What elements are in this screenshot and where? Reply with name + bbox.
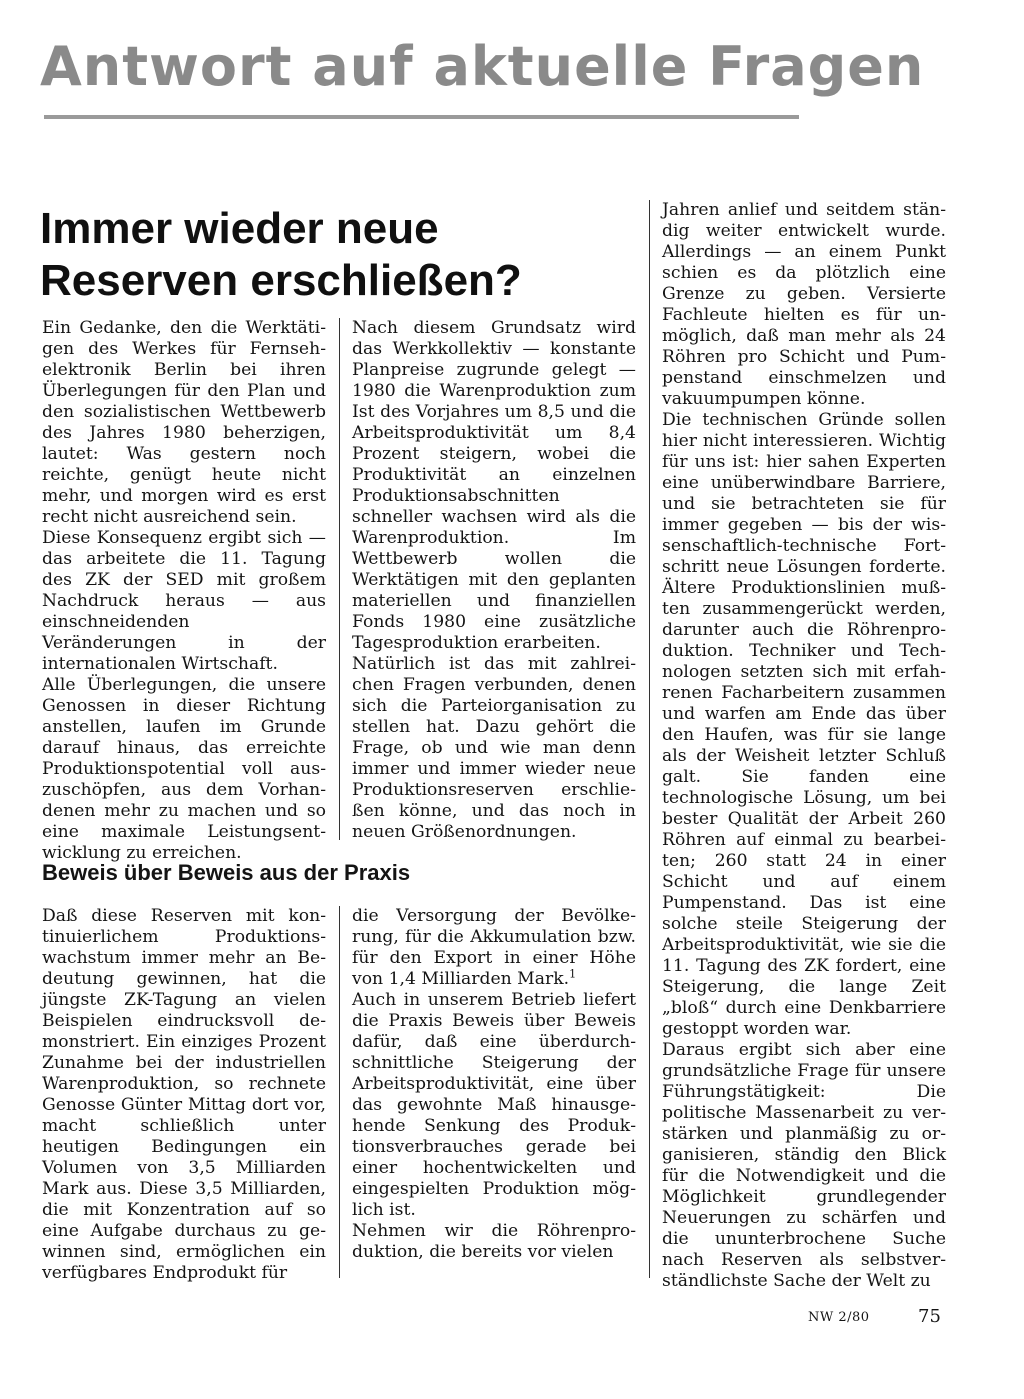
page-number: 75 xyxy=(918,1306,941,1327)
paragraph-text: die Versorgung der Bevölkerung, für die Akkumulation bzw. für den Export in einer Höhe von 1,4 Milliarden Mark. xyxy=(352,906,636,989)
paragraph: Nehmen wir die Röhrenproduktion, die bereits vor vielen xyxy=(352,1221,636,1262)
journal-issue: NW 2/80 xyxy=(808,1310,870,1325)
article-headline xyxy=(40,203,600,307)
kicker-underline xyxy=(44,115,799,119)
body-column-5 xyxy=(662,200,946,1292)
paragraph: Ein Gedanke, den die Werktätigen des Werkes für Fernsehelektronik Berlin bei ihren Überlegungen für den Plan und den sozialistischen Wettbewerb des Jahres 1980 beherzigen, lautet: Was gestern noch reichte, genügt heute nicht mehr, und morgen wird es erst recht nicht ausreichend sein. xyxy=(42,318,326,527)
headline-line-2: Reserven erschließen? xyxy=(40,256,522,305)
paragraph: Alle Überlegungen, die unsere Genossen in dieser Richtung anstellen, laufen im Grunde darauf hinaus, das erreichte Produktionspotential voll auszuschöpfen, aus dem Vorhandenen mehr zu machen und so eine maximale Leistungsentwicklung zu erreichen. xyxy=(42,675,326,863)
paragraph: Nach diesem Grundsatz wird das Werkkollektiv — konstante Planpreise zugrunde gelegt — 1980 die Warenproduktion zum Ist des Vorjahres um 8,5 und die Arbeitsproduktivität um 8,4 Prozent steigern, wobei die Produktivität an einzelnen Produktionsabschnitten schneller wachsen wird als die Warenproduktion. Im Wettbewerb wollen die Werktätigen mit den geplanten materiellen und finanziellen Fonds 1980 eine zusätzliche Tagesproduktion erarbeiten. xyxy=(352,318,636,653)
paragraph: Auch in unserem Betrieb liefert die Praxis Beweis über Beweis dafür, daß eine überdurchschnittliche Steigerung der Arbeitsproduktivität, eine über das gewohnte Maß hinausgehende Senkung des Produktionsverbrauches gerade bei einer hochentwickelten und eingespielten Produktion möglich ist. xyxy=(352,990,636,1220)
column-divider xyxy=(339,906,340,1278)
body-column-4 xyxy=(352,906,636,1263)
paragraph: Die technischen Gründe sollen hier nicht interessieren. Wichtig für uns ist: hier sahen Experten eine unüberwindbare Barriere, und sie betrachteten sie für immer gegeben — bis der wissenschaftlich-technische Fortschritt neue Lösungen forderte. Ältere Produktionslinien mußten zusammengerückt werden, darunter auch die Röhrenproduktion. Techniker und Technologen setzten sich mit erfahrenen Facharbeitern zusammen und warfen am Ende das über den Haufen, was für sie lange als der Weisheit letzter Schluß galt. Sie fanden eine technologische Lösung, um bei bester Qualität der Arbeit 260 Röhren auf einmal zu bearbeiten; 260 statt 24 in einer Schicht und auf einem Pumpenstand. Das ist eine solche steile Steigerung der Arbeitsproduktivität, wie sie die 11. Tagung des ZK fordert, eine Steigerung, die lange Zeit „bloß“ durch eine Denkbarriere gestoppt worden war. xyxy=(662,410,946,1039)
paragraph: Daraus ergibt sich aber eine grundsätzliche Frage für unsere Führungstätigkeit: Die politische Massenarbeit zu verstärken und planmäßig zu organisieren, ständig den Blick für die Notwendigkeit und die Möglichkeit grundlegender Neuerungen zu schärfen und die ununterbrochene Suche nach Reserven als selbstverständlichste Sache der Welt zu xyxy=(662,1040,946,1291)
body-column-2 xyxy=(352,318,636,843)
paragraph: Natürlich ist das mit zahlreichen Fragen verbunden, denen sich die Parteiorganisation zu stellen hat. Dazu gehört die Frage, ob und wie man denn immer und immer wieder neue Produktionsreserven erschließen könne, und das noch in neuen Größenordnungen. xyxy=(352,654,636,842)
column-divider xyxy=(649,200,650,1278)
paragraph: Jahren anlief und seitdem ständig weiter entwickelt wurde. Allerdings — an einem Punkt schien es da plötzlich eine Grenze zu geben. Versierte Fachleute hielten es für unmöglich, daß man mehr als 24 Röhren pro Schicht und Pumpenstand einschmelzen und vakuumpumpen könne. xyxy=(662,200,946,409)
paragraph xyxy=(352,906,636,990)
column-divider xyxy=(339,318,340,840)
paragraph: Daß diese Reserven mit kontinuierlichem Produktionswachstum immer mehr an Bedeutung gewinnen, hat die jüngste ZK-Tagung an vielen Beispielen eindrucksvoll demonstriert. Ein einziges Prozent Zunahme bei der industriellen Warenproduktion, so rechnete Genosse Günter Mittag dort vor, macht schließlich unter heutigen Bedingungen ein Volumen von 3,5 Milliarden Mark aus. Diese 3,5 Milliarden, die mit Konzentration auf so eine Aufgabe durchaus zu gewinnen sind, ermöglichen ein verfügbares Endprodukt für xyxy=(42,906,326,1283)
section-kicker: Antwort auf aktuelle Fragen xyxy=(40,35,925,98)
footnote-marker: 1 xyxy=(569,967,577,981)
headline-line-1: Immer wieder neue xyxy=(40,204,439,253)
subheading: Beweis über Beweis aus der Praxis xyxy=(42,860,411,885)
body-column-3 xyxy=(42,906,326,1284)
paragraph: Diese Konsequenz ergibt sich — das arbeitete die 11. Tagung des ZK der SED mit großem Nachdruck heraus — aus einschneidenden Veränderungen in der internationalen Wirtschaft. xyxy=(42,528,326,674)
body-column-1 xyxy=(42,318,326,864)
